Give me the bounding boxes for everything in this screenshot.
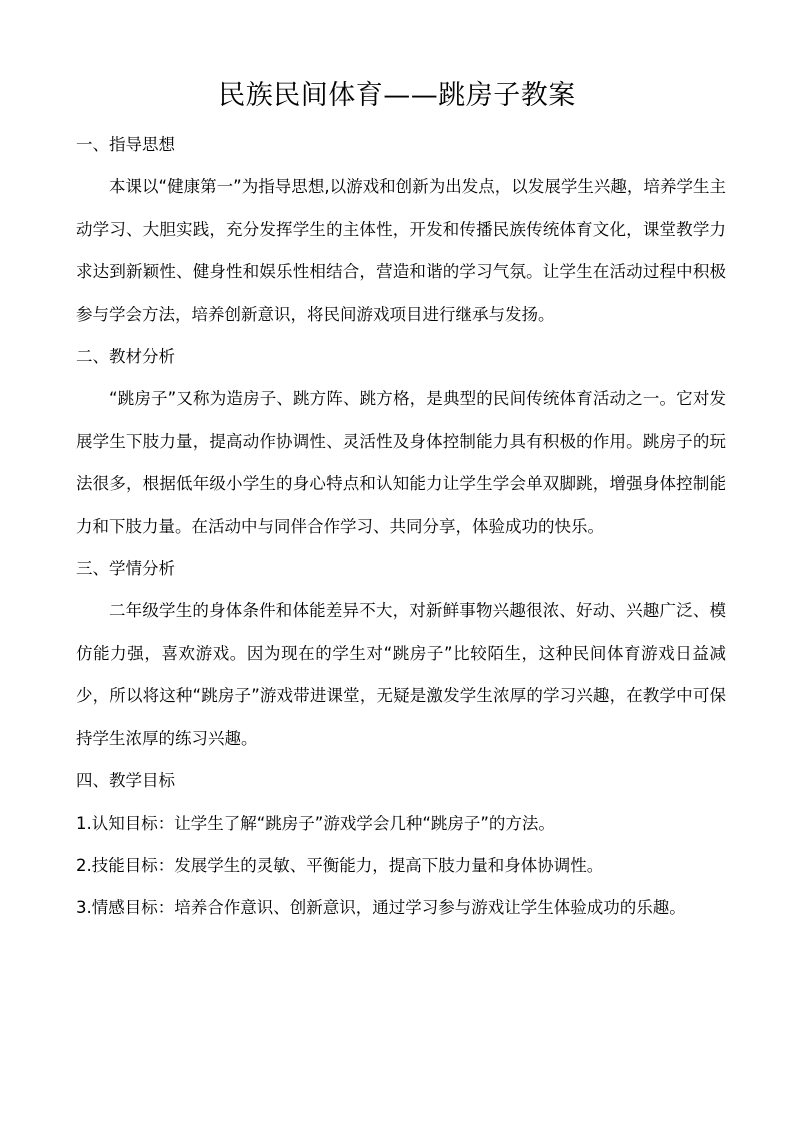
- paragraph-student-analysis: 二年级学生的身体条件和体能差异不大，对新鲜事物兴趣很浓、好动、兴趣广泛、模仿能力强，喜欢游戏。因为现在的学生对“跳房子”比较陌生，这种民间体育游戏日益减少，所以将这种“跳房子”游戏带进课堂，无疑是激发学生浓厚的学习兴趣，在教学中可保持学生浓厚的练习兴趣。: [76, 601, 726, 748]
- section-heading-teaching-objectives: 四、教学目标: [76, 771, 175, 791]
- section-heading-student-analysis: 三、学情分析: [76, 559, 175, 579]
- section-heading-material-analysis: 二、教材分析: [76, 347, 175, 367]
- objective-emotional: 3.情感目标：培养合作意识、创新意识，通过学习参与游戏让学生体验成功的乐趣。: [76, 898, 686, 918]
- section-heading-guiding-ideology: 一、指导思想: [76, 135, 175, 154]
- paragraph-material-analysis: “跳房子”又称为造房子、跳方阵、跳方格，是典型的民间传统体育活动之一。它对发展学生下肢力量，提高动作协调性、灵活性及身体控制能力具有积极的作用。跳房子的玩法很多，根据低年级小学生的身心特点和认知能力让学生学会单双脚跳，增强身体控制能力和下肢力量。在活动中与同伴合作学习、共同分享，体验成功的快乐。: [76, 389, 726, 536]
- objective-cognitive: 1.认知目标：让学生了解“跳房子”游戏学会几种“跳房子”的方法。: [76, 813, 555, 833]
- document-body: [76, 124, 726, 930]
- document-title: 民族民间体育——跳房子教案: [218, 80, 576, 111]
- paragraph-guiding-ideology: 本课以“健康第一”为指导思想,以游戏和创新为出发点，以发展学生兴趣，培养学生主动学习、大胆实践，充分发挥学生的主体性，开发和传播民族传统体育文化，课堂教学力求达到新颖性、健身性和娱乐性相结合，营造和谐的学习气氛。让学生在活动过程中积极参与学会方法，培养创新意识，将民间游戏项目进行继承与发扬。: [76, 177, 726, 324]
- objective-skill: 2.技能目标：发展学生的灵敏、平衡能力，提高下肢力量和身体协调性。: [76, 855, 604, 875]
